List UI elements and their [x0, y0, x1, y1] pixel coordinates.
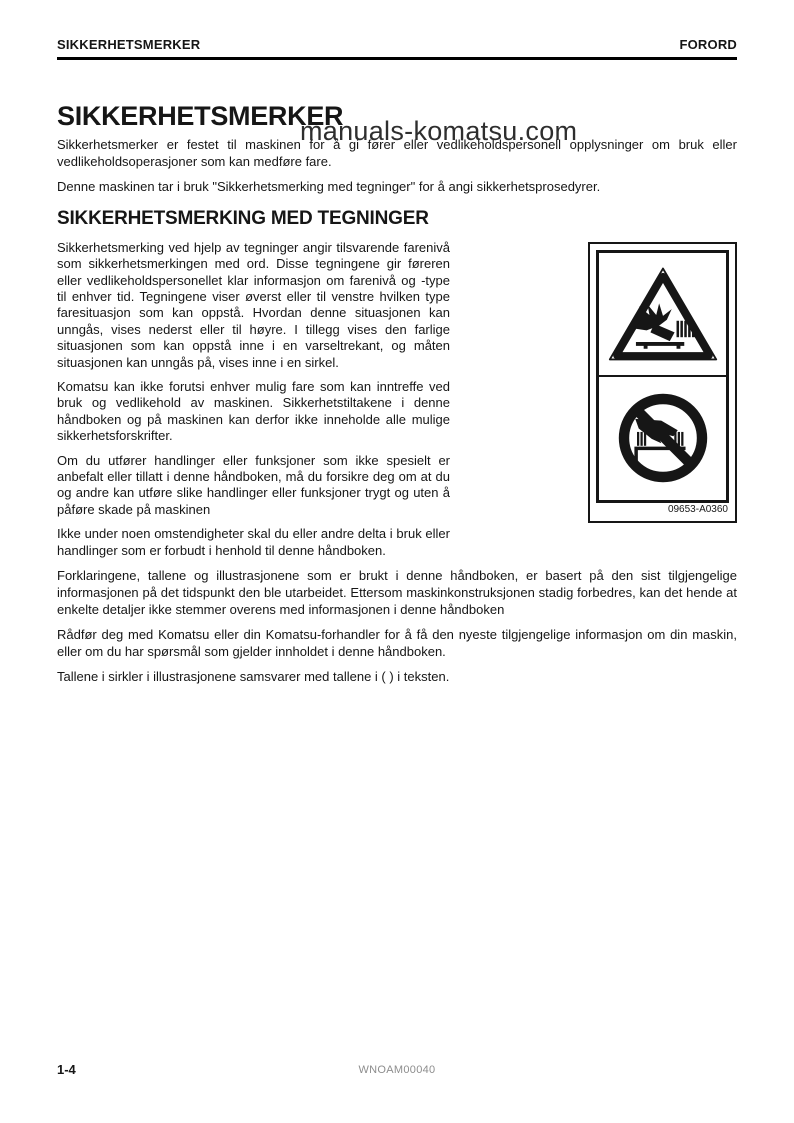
- section-paragraph: Rådfør deg med Komatsu eller din Komatsu-forhandler for å få den nyeste tilgjengelige informasjon om din maskin, eller om du har spørsmål som gjelder innholdet i denne håndboken.: [57, 627, 737, 660]
- section-paragraph: Sikkerhetsmerking ved hjelp av tegninger angir tilsvarende farenivå som sikkerhetsmerkingen med ord. Disse tegningene gir føreren eller vedlikeholdspersonellet klar informasjon om farenivå og -type til enhver tid. Tegningene viser øverst eller til venstre hvilken type faresituasjon som kan oppstå. Hvordan denne situasjonen kan unngås, vises nederst eller til høyre. I tillegg vises den farlige situasjonen som kan oppstå inne i en varseltrekant, og måten situasjonen kan unngås på, vises inne i en sirkel.: [57, 239, 450, 370]
- header-chapter-label: SIKKERHETSMERKER: [57, 37, 201, 52]
- two-column-zone: [57, 240, 737, 567]
- section-paragraph: Om du utfører handlinger eller funksjoner som ikke spesielt er anbefalt eller tillatt i denne håndboken, må du forsikre deg om at du og andre kan utføre slike handlinger eller funksjoner trygt og uten å påføre skade på maskinen: [57, 452, 450, 517]
- intro-paragraph: Denne maskinen tar i bruk "Sikkerhetsmerking med tegninger" for å angi sikkerhetsprosedyrer.: [57, 178, 601, 194]
- page-footer: [57, 1062, 737, 1080]
- warning-panel: [599, 253, 726, 378]
- watermark: manuals-komatsu.com: [300, 116, 578, 146]
- safety-label-outer-frame: [588, 242, 737, 523]
- safety-label-inner-frame: [596, 250, 729, 503]
- section-paragraph: Forklaringene, tallene og illustrasjonene som er brukt i denne håndboken, er basert på den sist tilgjengelige informasjonen på det tidspunkt den ble utarbeidet. Ettersom maskinkonstruksjonen stadig forbedres, kan det hende at enkelte detaljer ikke stemmer overens med informasjonen i denne håndboken: [57, 568, 737, 618]
- figure-caption: 09653-A0360: [667, 503, 728, 515]
- section-paragraph: Komatsu kan ikke forutsi enhver mulig fare som kan inntreffe ved bruk og vedlikehold av maskinen. Sikkerhetstiltakene i denne håndboken og på maskinen kan derfor ikke inneholde alle mulige sikkerhetsforskrifter.: [57, 378, 450, 444]
- intro-paragraph: Sikkerhetsmerker er festet til maskinen for å gi fører eller vedlikeholdspersonell opplysninger om bruk eller vedlikeholdsoperasjoner som kan medføre fare.: [57, 137, 737, 170]
- hand-injury-warning-triangle-icon: [605, 263, 721, 365]
- prohibition-panel: [599, 377, 726, 500]
- section-paragraph: Ikke under noen omstendigheter skal du eller andre delta i bruk eller handlinger som er forbudt i henhold til denne håndboken.: [57, 526, 450, 558]
- section-text-column: [57, 240, 450, 567]
- header-rule: [57, 57, 737, 60]
- do-not-touch-prohibition-icon: [611, 386, 715, 490]
- footer-page-number: 1-4: [57, 1062, 76, 1077]
- safety-label-figure: [588, 242, 737, 523]
- footer-doc-code: WNOAM00040: [358, 1064, 436, 1076]
- section-heading: SIKKERHETSMERKING MED TEGNINGER: [57, 207, 429, 229]
- header-section-label: FORORD: [679, 37, 737, 52]
- section-paragraph: Tallene i sirkler i illustrasjonene samsvarer med tallene i ( ) i teksten.: [57, 669, 450, 685]
- page-title: SIKKERHETSMERKER: [57, 101, 344, 131]
- tail-paragraphs: [57, 567, 737, 685]
- running-header: [57, 0, 737, 52]
